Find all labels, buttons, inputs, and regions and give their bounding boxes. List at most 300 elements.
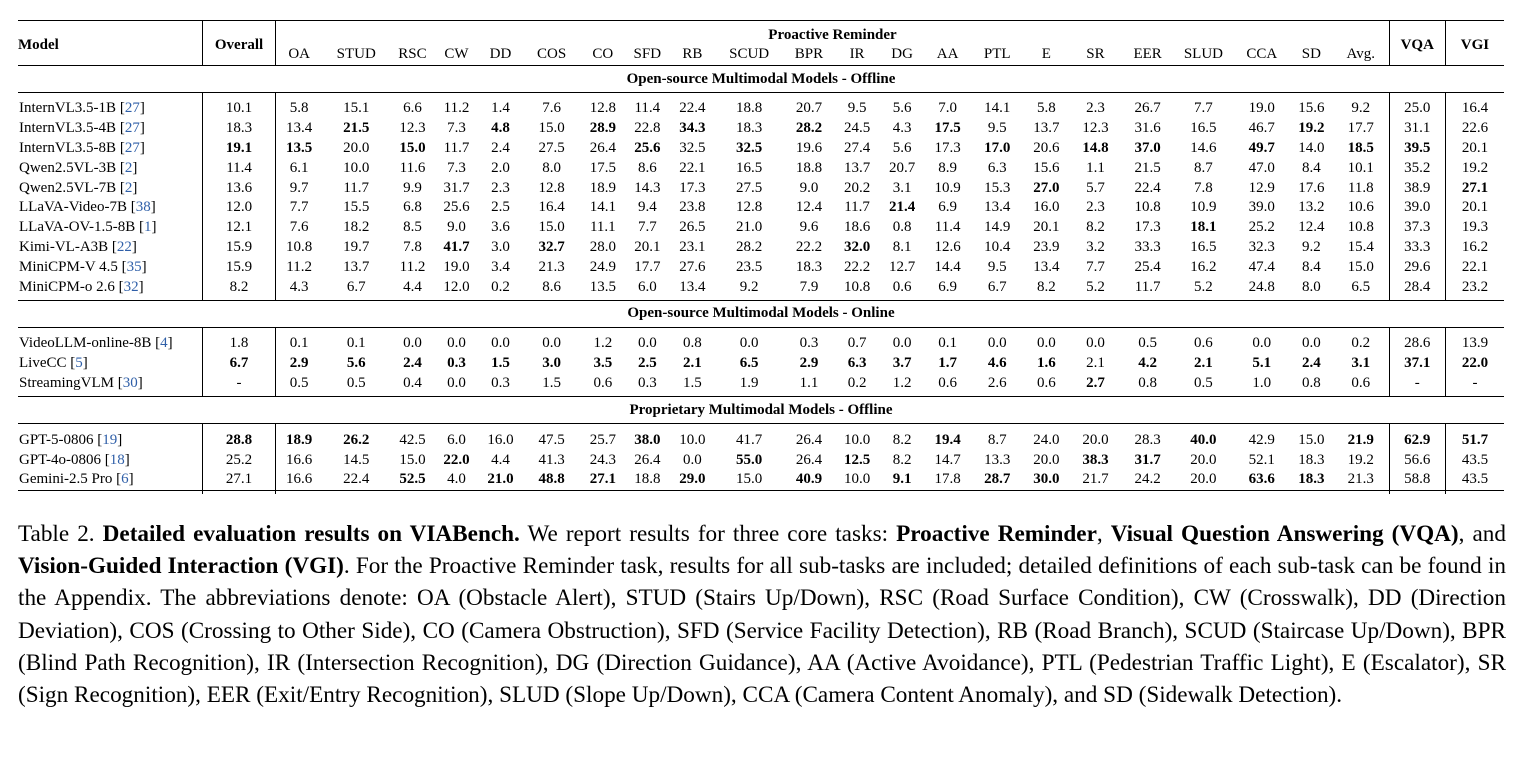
value-cell: 2.1 <box>1086 355 1105 372</box>
value-cell: 12.8 <box>538 179 565 196</box>
value-cell: 6.9 <box>938 278 957 295</box>
column-header: RSC <box>390 45 434 66</box>
value-cell: 1.5 <box>542 374 562 391</box>
citation-link[interactable]: 6 <box>121 471 129 488</box>
value-cell: 17.6 <box>1298 179 1325 196</box>
value-cell: 19.7 <box>343 238 370 255</box>
value-cell: 8.4 <box>1301 258 1321 275</box>
value-cell: 6.5 <box>739 355 759 372</box>
value-cell: 31.7 <box>1134 451 1161 468</box>
value-cell: 19.4 <box>934 431 961 448</box>
value-cell: 6.8 <box>403 199 422 216</box>
model-name: Qwen2.5VL-7B <box>19 179 117 196</box>
value-cell: 11.4 <box>934 219 961 236</box>
value-cell: 18.9 <box>589 179 616 196</box>
value-cell: 0.0 <box>1086 335 1105 352</box>
value-cell: 3.6 <box>491 219 510 236</box>
value-cell: 11.4 <box>634 100 661 117</box>
value-cell: 4.3 <box>276 277 322 297</box>
value-cell: 0.0 <box>1301 335 1321 352</box>
table-row <box>18 430 1504 450</box>
value-cell: 31.7 <box>443 179 470 196</box>
model-name: MiniCPM-o 2.6 <box>19 278 115 295</box>
value-cell: 10.8 <box>276 238 322 258</box>
citation-link[interactable]: 2 <box>124 159 133 176</box>
value-cell: 0.8 <box>1138 374 1158 391</box>
value-cell: 17.3 <box>934 139 961 156</box>
value-cell: 9.9 <box>403 179 422 196</box>
value-cell: 32.3 <box>1248 238 1275 255</box>
value-cell: 11.6 <box>399 159 426 176</box>
value-cell: 0.0 <box>637 335 657 352</box>
value-cell: 25.6 <box>443 199 470 216</box>
value-cell: 3.1 <box>892 179 912 196</box>
value-cell: 23.8 <box>679 199 706 216</box>
value-cell: 14.1 <box>984 100 1011 117</box>
value-cell: 6.1 <box>276 158 322 178</box>
value-cell: 10.0 <box>843 431 871 448</box>
value-cell: 28.8 <box>202 430 276 450</box>
value-cell: 13.4 <box>679 278 706 295</box>
value-cell: 15.6 <box>1033 159 1060 176</box>
table-row <box>18 218 1504 238</box>
value-cell: 1.6 <box>1036 355 1056 372</box>
value-cell: 26.4 <box>589 139 616 156</box>
value-cell: 56.6 <box>1389 450 1445 470</box>
value-cell: 28.6 <box>1389 334 1445 354</box>
value-cell: 33.3 <box>1389 238 1445 258</box>
value-cell: 5.2 <box>1086 278 1105 295</box>
caption-title: Detailed evaluation results on VIABench. <box>102 521 520 547</box>
value-cell: 20.1 <box>1445 139 1504 159</box>
value-cell: 7.8 <box>403 238 422 255</box>
value-cell: 2.4 <box>403 355 422 372</box>
value-cell: 28.7 <box>971 470 1024 490</box>
value-cell: 10.8 <box>843 278 871 295</box>
value-cell: 22.6 <box>1445 119 1504 139</box>
citation-link[interactable]: 27 <box>124 139 140 156</box>
value-cell: 1.1 <box>1086 159 1105 176</box>
citation-link[interactable]: 27 <box>124 100 140 117</box>
value-cell: 8.4 <box>1301 159 1321 176</box>
value-cell: 37.0 <box>1134 139 1161 156</box>
value-cell: 7.7 <box>276 198 322 218</box>
value-cell: 27.0 <box>1033 179 1060 196</box>
caption-task-vgi: Vision-Guided Interaction (VGI) <box>18 553 344 580</box>
value-cell: 21.5 <box>1134 159 1161 176</box>
model-name: LLaVA-Video-7B <box>19 199 127 216</box>
column-header: STUD <box>322 45 391 66</box>
value-cell: 16.0 <box>1033 199 1060 216</box>
value-cell: 23.9 <box>1033 238 1060 255</box>
value-cell: 19.2 <box>1298 120 1325 137</box>
value-cell: 9.2 <box>1351 100 1371 117</box>
value-cell: - <box>1445 374 1504 394</box>
value-cell: 17.7 <box>634 258 661 275</box>
value-cell: 3.7 <box>892 355 912 372</box>
model-name: InternVL3.5-1B <box>19 100 117 117</box>
value-cell: 48.8 <box>522 470 580 490</box>
value-cell: 0.6 <box>1351 374 1371 391</box>
value-cell: 9.5 <box>847 100 867 117</box>
value-cell: 25.0 <box>1389 99 1445 119</box>
citation-link[interactable]: 1 <box>144 219 152 236</box>
value-cell: 43.5 <box>1445 450 1504 470</box>
value-cell: 18.6 <box>843 219 871 236</box>
citation-link[interactable]: 2 <box>124 179 133 196</box>
value-cell: 20.0 <box>343 139 370 156</box>
value-cell: 14.5 <box>343 451 370 468</box>
value-cell: 18.3 <box>1298 451 1325 468</box>
value-cell: 8.6 <box>637 159 657 176</box>
value-cell: 28.3 <box>1134 431 1161 448</box>
value-cell: 16.5 <box>736 159 763 176</box>
column-header: COS <box>522 45 580 66</box>
value-cell: 14.3 <box>634 179 661 196</box>
model-name-cell: Qwen2.5VL-7B [2] <box>19 179 138 196</box>
model-name-cell: GPT-5-0806 [19] <box>19 431 123 448</box>
citation-link[interactable]: 4 <box>160 335 168 352</box>
table-row <box>18 119 1504 139</box>
value-cell: 20.1 <box>1445 198 1504 218</box>
value-cell: 6.6 <box>403 100 422 117</box>
value-cell: 32.0 <box>843 238 871 255</box>
value-cell: 19.2 <box>1445 158 1504 178</box>
value-cell: 13.9 <box>1445 334 1504 354</box>
value-cell: 28.0 <box>589 238 616 255</box>
value-cell: 41.7 <box>736 431 763 448</box>
value-cell: 0.0 <box>892 335 912 352</box>
value-cell: 5.2 <box>1194 278 1213 295</box>
value-cell: 8.1 <box>892 238 912 255</box>
value-cell: 49.7 <box>1248 139 1275 156</box>
value-cell: 13.2 <box>1298 199 1325 216</box>
value-cell: 16.5 <box>1190 120 1217 137</box>
value-cell: 37.3 <box>1389 218 1445 238</box>
column-header: EER <box>1122 45 1173 66</box>
column-header: AA <box>925 45 971 66</box>
caption-task-vqa: Visual Question Answering (VQA) <box>1110 521 1459 547</box>
value-cell: 0.5 <box>346 374 366 391</box>
value-cell: 28.2 <box>795 120 823 137</box>
model-name: Kimi-VL-A3B <box>19 238 109 255</box>
value-cell: 43.5 <box>1445 470 1504 490</box>
value-cell: 19.2 <box>1347 451 1374 468</box>
value-cell: 3.0 <box>542 355 562 372</box>
value-cell: 17.3 <box>1134 219 1161 236</box>
value-cell: 0.0 <box>491 335 510 352</box>
value-cell: 11.7 <box>443 139 470 156</box>
value-cell: 6.9 <box>938 199 957 216</box>
citation-link[interactable]: 38 <box>135 199 151 216</box>
value-cell: 9.2 <box>1301 238 1321 255</box>
value-cell: 20.1 <box>634 238 661 255</box>
value-cell: 9.0 <box>447 219 466 236</box>
value-cell: 0.6 <box>938 374 957 391</box>
model-name: Qwen2.5VL-3B <box>19 159 117 176</box>
value-cell: 11.2 <box>399 258 426 275</box>
value-cell: 1.2 <box>892 374 912 391</box>
value-cell: 0.6 <box>1036 374 1056 391</box>
value-cell: 15.0 <box>715 470 784 490</box>
value-cell: 14.6 <box>1190 139 1217 156</box>
column-header: BPR <box>783 45 834 66</box>
model-name: StreamingVLM <box>19 374 114 391</box>
value-cell: 30.0 <box>1024 470 1069 490</box>
value-cell: 15.0 <box>538 120 565 137</box>
value-cell: 18.1 <box>1190 219 1217 236</box>
value-cell: 19.3 <box>1445 218 1504 238</box>
value-cell: 6.7 <box>202 354 276 374</box>
value-cell: 39.0 <box>1248 199 1275 216</box>
value-cell: 38.9 <box>1389 178 1445 198</box>
value-cell: 10.1 <box>202 99 276 119</box>
value-cell: 22.0 <box>1445 354 1504 374</box>
value-cell: 0.1 <box>938 335 957 352</box>
value-cell: 47.5 <box>538 431 565 448</box>
model-name-cell: LLaVA-Video-7B [38] <box>19 199 156 216</box>
table-row <box>18 158 1504 178</box>
value-cell: 4.4 <box>491 451 510 468</box>
value-cell: 6.7 <box>346 278 366 295</box>
value-cell: 18.3 <box>795 258 823 275</box>
value-cell: 5.6 <box>892 139 912 156</box>
value-cell: 11.2 <box>276 257 322 277</box>
section-title: Proprietary Multimodal Models - Offline <box>18 397 1504 424</box>
value-cell: 2.9 <box>276 354 322 374</box>
value-cell: 55.0 <box>736 451 763 468</box>
citation-link[interactable]: 22 <box>116 238 132 255</box>
value-cell: 27.4 <box>843 139 871 156</box>
value-cell: 40.0 <box>1190 431 1217 448</box>
value-cell: 6.3 <box>847 355 867 372</box>
value-cell: 4.2 <box>1138 355 1158 372</box>
value-cell: 2.3 <box>1086 100 1105 117</box>
model-column-header: Model <box>18 21 202 66</box>
citation-link[interactable]: 30 <box>122 374 138 391</box>
value-cell: 15.9 <box>202 238 276 258</box>
value-cell: 1.2 <box>593 335 613 352</box>
value-cell: 16.5 <box>1190 238 1217 255</box>
value-cell: 6.0 <box>447 431 466 448</box>
value-cell: 2.1 <box>1194 355 1213 372</box>
model-name-cell: Kimi-VL-A3B [22] <box>19 238 137 255</box>
value-cell: 1.8 <box>202 334 276 354</box>
citation-link[interactable]: 27 <box>124 120 140 137</box>
value-cell: 11.4 <box>202 158 276 178</box>
value-cell: 22.8 <box>634 120 661 137</box>
value-cell: 12.8 <box>589 100 616 117</box>
citation-link[interactable]: 35 <box>126 258 142 275</box>
value-cell: 26.7 <box>1134 100 1161 117</box>
value-cell: 13.6 <box>202 178 276 198</box>
value-cell: 15.0 <box>1347 258 1374 275</box>
value-cell: 0.2 <box>1351 335 1371 352</box>
value-cell: 15.5 <box>343 199 370 216</box>
value-cell: 14.9 <box>984 219 1011 236</box>
value-cell: 6.5 <box>1351 278 1371 295</box>
value-cell: 27.1 <box>1445 178 1504 198</box>
value-cell: 22.1 <box>1445 257 1504 277</box>
value-cell: 5.8 <box>1036 100 1056 117</box>
citation-link[interactable]: 5 <box>75 355 83 372</box>
value-cell: 13.5 <box>276 139 322 159</box>
value-cell: 24.9 <box>589 258 616 275</box>
value-cell: 6.0 <box>637 278 657 295</box>
value-cell: 0.6 <box>1194 335 1213 352</box>
citation-link[interactable]: 32 <box>123 278 139 295</box>
value-cell: 26.2 <box>343 431 370 448</box>
value-cell: 23.5 <box>736 258 763 275</box>
value-cell: 15.6 <box>1298 100 1325 117</box>
value-cell: 19.0 <box>443 258 470 275</box>
citation-link[interactable]: 18 <box>109 451 125 468</box>
value-cell: 52.1 <box>1248 451 1275 468</box>
citation-link[interactable]: 19 <box>102 431 118 448</box>
model-name-cell: LLaVA-OV-1.5-8B [1] <box>19 219 157 236</box>
value-cell: 8.0 <box>542 159 562 176</box>
value-cell: 20.0 <box>1082 431 1109 448</box>
value-cell: 32.7 <box>538 238 565 255</box>
value-cell: 20.0 <box>1033 451 1060 468</box>
value-cell: 0.0 <box>739 335 759 352</box>
value-cell: 8.5 <box>403 219 422 236</box>
value-cell: 13.7 <box>1033 120 1060 137</box>
value-cell: 39.5 <box>1389 139 1445 159</box>
value-cell: 12.1 <box>202 218 276 238</box>
value-cell: 0.3 <box>491 374 510 391</box>
value-cell: 11.7 <box>343 179 370 196</box>
table-row <box>18 238 1504 258</box>
value-cell: 18.3 <box>1290 470 1333 490</box>
value-cell: 0.0 <box>447 335 466 352</box>
table-row <box>18 178 1504 198</box>
value-cell: 22.4 <box>1134 179 1161 196</box>
value-cell: 0.7 <box>847 335 867 352</box>
value-cell: 0.0 <box>682 451 702 468</box>
value-cell: 7.7 <box>637 219 657 236</box>
value-cell: 22.0 <box>443 451 470 468</box>
value-cell: 27.1 <box>202 470 276 490</box>
column-header: DD <box>478 45 522 66</box>
value-cell: 4.6 <box>987 355 1007 372</box>
value-cell: 16.0 <box>487 431 514 448</box>
value-cell: 24.2 <box>1122 470 1173 490</box>
value-cell: 28.2 <box>736 238 763 255</box>
value-cell: 0.8 <box>1301 374 1321 391</box>
value-cell: 52.5 <box>390 470 434 490</box>
value-cell: 12.4 <box>1298 219 1325 236</box>
value-cell: 47.0 <box>1248 159 1275 176</box>
value-cell: 8.7 <box>1194 159 1213 176</box>
value-cell: 12.8 <box>736 199 763 216</box>
value-cell: 10.9 <box>934 179 961 196</box>
model-name-cell: Qwen2.5VL-3B [2] <box>19 159 138 176</box>
value-cell: 42.9 <box>1248 431 1275 448</box>
column-header: SLUD <box>1173 45 1233 66</box>
value-cell: 7.9 <box>799 278 819 295</box>
value-cell: 10.0 <box>343 159 370 176</box>
value-cell: 9.5 <box>987 258 1007 275</box>
value-cell: 10.8 <box>1134 199 1161 216</box>
value-cell: 8.2 <box>1086 219 1105 236</box>
value-cell: 5.7 <box>1086 179 1105 196</box>
value-cell: 14.7 <box>934 451 961 468</box>
value-cell: 2.4 <box>491 139 510 156</box>
value-cell: 3.2 <box>1086 238 1105 255</box>
value-cell: 25.7 <box>589 431 616 448</box>
value-cell: 21.7 <box>1069 470 1122 490</box>
column-header: CW <box>434 45 478 66</box>
section-title: Open-source Multimodal Models - Offline <box>18 66 1504 93</box>
value-cell: 0.2 <box>847 374 867 391</box>
value-cell: 22.2 <box>795 238 823 255</box>
value-cell: 34.3 <box>679 120 706 137</box>
value-cell: 9.7 <box>276 178 322 198</box>
value-cell: 21.5 <box>343 120 370 137</box>
value-cell: 13.5 <box>589 278 616 295</box>
value-cell: 24.5 <box>843 120 871 137</box>
value-cell: 2.6 <box>987 374 1007 391</box>
value-cell: 15.0 <box>1298 431 1325 448</box>
value-cell: 20.2 <box>843 179 871 196</box>
value-cell: 0.1 <box>276 334 322 354</box>
value-cell: 11.7 <box>844 199 870 216</box>
value-cell: 8.2 <box>1036 278 1056 295</box>
section-title: Open-source Multimodal Models - Online <box>18 300 1504 327</box>
model-name-cell: InternVL3.5-8B [27] <box>19 139 145 156</box>
column-header: SR <box>1069 45 1122 66</box>
value-cell: 2.3 <box>491 179 510 196</box>
value-cell: 47.4 <box>1248 258 1275 275</box>
column-header: CO <box>581 45 625 66</box>
value-cell: 1.5 <box>682 374 702 391</box>
value-cell: 7.0 <box>938 100 957 117</box>
value-cell: 20.0 <box>1190 451 1217 468</box>
model-name: InternVL3.5-8B <box>19 139 117 156</box>
value-cell: 33.3 <box>1134 238 1161 255</box>
value-cell: 8.9 <box>938 159 957 176</box>
value-cell: 5.1 <box>1252 355 1272 372</box>
value-cell: 1.4 <box>491 100 510 117</box>
value-cell: 26.4 <box>795 451 823 468</box>
value-cell: 8.2 <box>202 277 276 297</box>
model-name-cell: InternVL3.5-1B [27] <box>19 100 145 117</box>
model-name: VideoLLM-online-8B <box>19 335 152 352</box>
value-cell: 4.4 <box>403 278 422 295</box>
model-name: LiveCC <box>19 355 67 372</box>
value-cell: 14.8 <box>1082 139 1109 156</box>
column-header: SFD <box>625 45 670 66</box>
value-cell: 17.5 <box>589 159 616 176</box>
value-cell: 7.7 <box>1086 258 1105 275</box>
value-cell: 41.3 <box>538 451 565 468</box>
value-cell: 18.9 <box>276 430 322 450</box>
column-header: SD <box>1290 45 1333 66</box>
value-cell: 2.9 <box>799 355 819 372</box>
value-cell: 15.1 <box>343 100 370 117</box>
value-cell: 21.0 <box>736 219 763 236</box>
value-cell: 8.2 <box>892 431 912 448</box>
model-name: LLaVA-OV-1.5-8B <box>19 219 136 236</box>
vqa-column-header: VQA <box>1389 21 1445 66</box>
value-cell: 10.4 <box>984 238 1011 255</box>
value-cell: 10.0 <box>679 431 706 448</box>
value-cell: 23.2 <box>1445 277 1504 297</box>
value-cell: 27.6 <box>679 258 706 275</box>
value-cell: 14.4 <box>934 258 961 275</box>
value-cell: 8.7 <box>987 431 1007 448</box>
